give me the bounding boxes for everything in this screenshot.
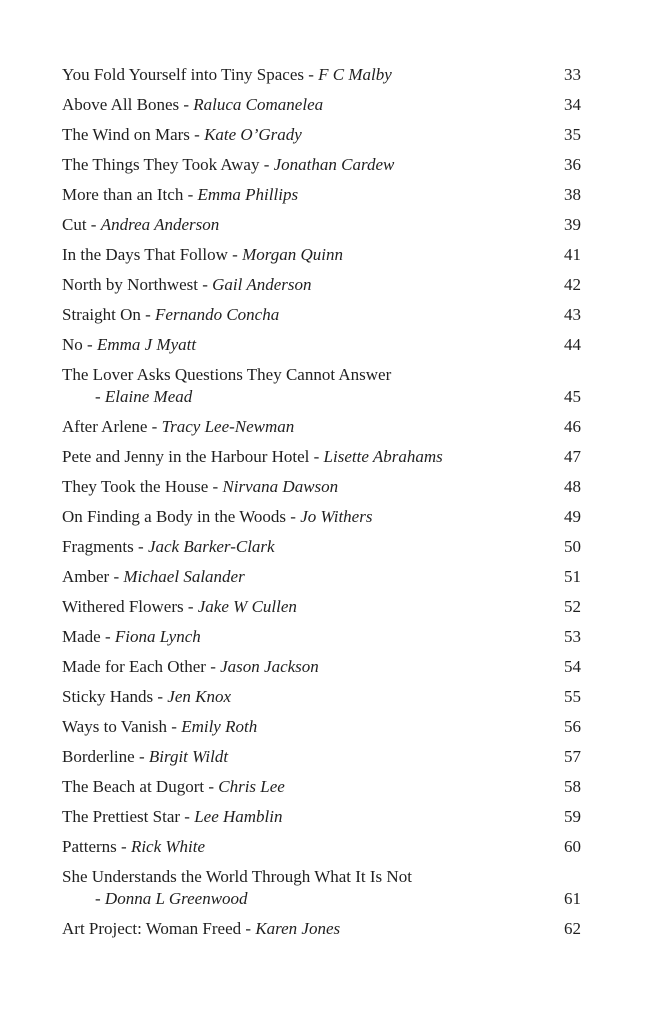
entry-page-number: 57 <box>564 747 581 766</box>
entry-page-number: 55 <box>564 687 581 706</box>
entry-title: The Beach at Dugort - Chris Lee <box>62 777 285 796</box>
toc-entry <box>62 626 581 648</box>
entry-page-number: 58 <box>564 777 581 796</box>
entry-title: You Fold Yourself into Tiny Spaces - F C Malby <box>62 65 392 84</box>
entry-page-number: 48 <box>564 477 581 496</box>
entry-title: More than an Itch - Emma Phillips <box>62 185 299 204</box>
entry-author: Morgan Quinn <box>242 245 343 264</box>
entry-author: Kate O’Grady <box>204 125 302 144</box>
entry-title: Made for Each Other - Jason Jackson <box>62 657 319 676</box>
entry-author: Karen Jones <box>255 919 341 938</box>
entry-page-number: 39 <box>564 215 581 234</box>
entry-author: Andrea Anderson <box>100 215 220 234</box>
toc-entry <box>62 566 581 588</box>
toc-entry <box>62 918 581 940</box>
entry-author: Chris Lee <box>218 777 285 796</box>
entry-page-number: 35 <box>564 125 581 144</box>
entry-author: Rick White <box>130 837 206 856</box>
toc-entry <box>62 184 581 206</box>
entry-author: Nirvana Dawson <box>222 477 339 496</box>
entry-page-number: 47 <box>564 447 581 466</box>
entry-page-number: 61 <box>564 889 581 908</box>
toc-entry <box>62 536 581 558</box>
entry-title: Cut - Andrea Anderson <box>62 215 220 234</box>
entry-title: Above All Bones - Raluca Comanelea <box>62 95 324 114</box>
entry-title: Art Project: Woman Freed - Karen Jones <box>62 919 341 938</box>
toc-entry <box>62 686 581 708</box>
entry-title: Borderline - Birgit Wildt <box>62 747 229 766</box>
entry-author: Jen Knox <box>167 687 232 706</box>
entry-page-number: 43 <box>564 305 581 324</box>
entry-author: Jo Withers <box>300 507 373 526</box>
toc-entry <box>62 506 581 528</box>
entry-page-number: 51 <box>564 567 581 586</box>
entry-title: After Arlene - Tracy Lee-Newman <box>62 417 295 436</box>
entry-author: Fernando Concha <box>155 305 280 324</box>
entry-title: North by Northwest - Gail Anderson <box>62 275 312 294</box>
entry-title: On Finding a Body in the Woods - Jo Withers <box>62 507 373 526</box>
entry-page-number: 46 <box>564 417 581 436</box>
entry-title: In the Days That Follow - Morgan Quinn <box>62 245 343 264</box>
entry-author: Raluca Comanelea <box>193 95 324 114</box>
toc-entry <box>62 446 581 468</box>
entry-title: The Lover Asks Questions They Cannot Answer - Elaine Mead <box>62 365 392 406</box>
entry-author: Emma J Myatt <box>96 335 197 354</box>
toc-entry <box>62 476 581 498</box>
toc-entry <box>62 214 581 236</box>
entry-page-number: 53 <box>564 627 581 646</box>
entry-title: They Took the House - Nirvana Dawson <box>62 477 339 496</box>
entry-author: Emily Roth <box>181 717 258 736</box>
toc-entry <box>62 334 581 356</box>
entry-author: - Elaine Mead <box>95 387 193 406</box>
entry-page-number: 41 <box>564 245 581 264</box>
entry-page-number: 59 <box>564 807 581 826</box>
entry-title: Made - Fiona Lynch <box>62 627 201 646</box>
entry-title: Straight On - Fernando Concha <box>62 305 280 324</box>
entry-author: - Donna L Greenwood <box>95 889 248 908</box>
toc-entry <box>62 806 581 828</box>
entry-title: No - Emma J Myatt <box>62 335 197 354</box>
table-of-contents <box>62 64 581 948</box>
entry-page-number: 56 <box>564 717 581 736</box>
toc-entry <box>62 154 581 176</box>
entry-author: Lisette Abrahams <box>323 447 443 466</box>
toc-entry <box>62 416 581 438</box>
toc-entry <box>62 94 581 116</box>
entry-page-number: 50 <box>564 537 581 556</box>
toc-entry <box>62 776 581 798</box>
entry-page-number: 54 <box>564 657 581 676</box>
entry-title: Patterns - Rick White <box>62 837 206 856</box>
entry-title: Fragments - Jack Barker-Clark <box>62 537 275 556</box>
entry-page-number: 42 <box>564 275 581 294</box>
entry-author: Jonathan Cardew <box>273 155 395 174</box>
entry-author: Tracy Lee-Newman <box>161 417 295 436</box>
entry-author: Jason Jackson <box>220 657 319 676</box>
toc-entry <box>62 866 581 910</box>
entry-title: The Prettiest Star - Lee Hamblin <box>62 807 283 826</box>
toc-entry <box>62 656 581 678</box>
entry-page-number: 34 <box>564 95 581 114</box>
entry-title: Sticky Hands - Jen Knox <box>62 687 232 706</box>
entry-title: Withered Flowers - Jake W Cullen <box>62 597 297 616</box>
entry-title: The Things They Took Away - Jonathan Cardew <box>62 155 395 174</box>
toc-entry <box>62 836 581 858</box>
toc-entry <box>62 124 581 146</box>
entry-title: The Wind on Mars - Kate O’Grady <box>62 125 302 144</box>
toc-entry <box>62 64 581 86</box>
entry-title: Amber - Michael Salander <box>62 567 245 586</box>
entry-author: Fiona Lynch <box>114 627 201 646</box>
entry-author: Birgit Wildt <box>148 747 229 766</box>
entry-author: Gail Anderson <box>212 275 312 294</box>
entry-author: Jake W Cullen <box>197 597 297 616</box>
toc-entry <box>62 304 581 326</box>
entry-page-number: 38 <box>564 185 581 204</box>
toc-entry <box>62 364 581 408</box>
entry-title: She Understands the World Through What It Is Not - Donna L Greenwood <box>62 867 412 908</box>
toc-entry <box>62 596 581 618</box>
entry-page-number: 33 <box>564 65 581 84</box>
entry-author: Jack Barker-Clark <box>147 537 275 556</box>
entry-page-number: 60 <box>564 837 581 856</box>
entry-title: Ways to Vanish - Emily Roth <box>62 717 258 736</box>
entry-author: Lee Hamblin <box>194 807 283 826</box>
entry-title: Pete and Jenny in the Harbour Hotel - Lisette Abrahams <box>62 447 443 466</box>
toc-entry <box>62 274 581 296</box>
toc-entry <box>62 716 581 738</box>
entry-page-number: 36 <box>564 155 581 174</box>
entry-author: Emma Phillips <box>197 185 299 204</box>
entry-page-number: 45 <box>564 387 581 406</box>
toc-entry <box>62 244 581 266</box>
toc-entry <box>62 746 581 768</box>
entry-author: F C Malby <box>318 65 392 84</box>
entry-page-number: 44 <box>564 335 581 354</box>
entry-page-number: 49 <box>564 507 581 526</box>
entry-page-number: 62 <box>564 919 581 938</box>
entry-author: Michael Salander <box>123 567 245 586</box>
entry-page-number: 52 <box>564 597 581 616</box>
